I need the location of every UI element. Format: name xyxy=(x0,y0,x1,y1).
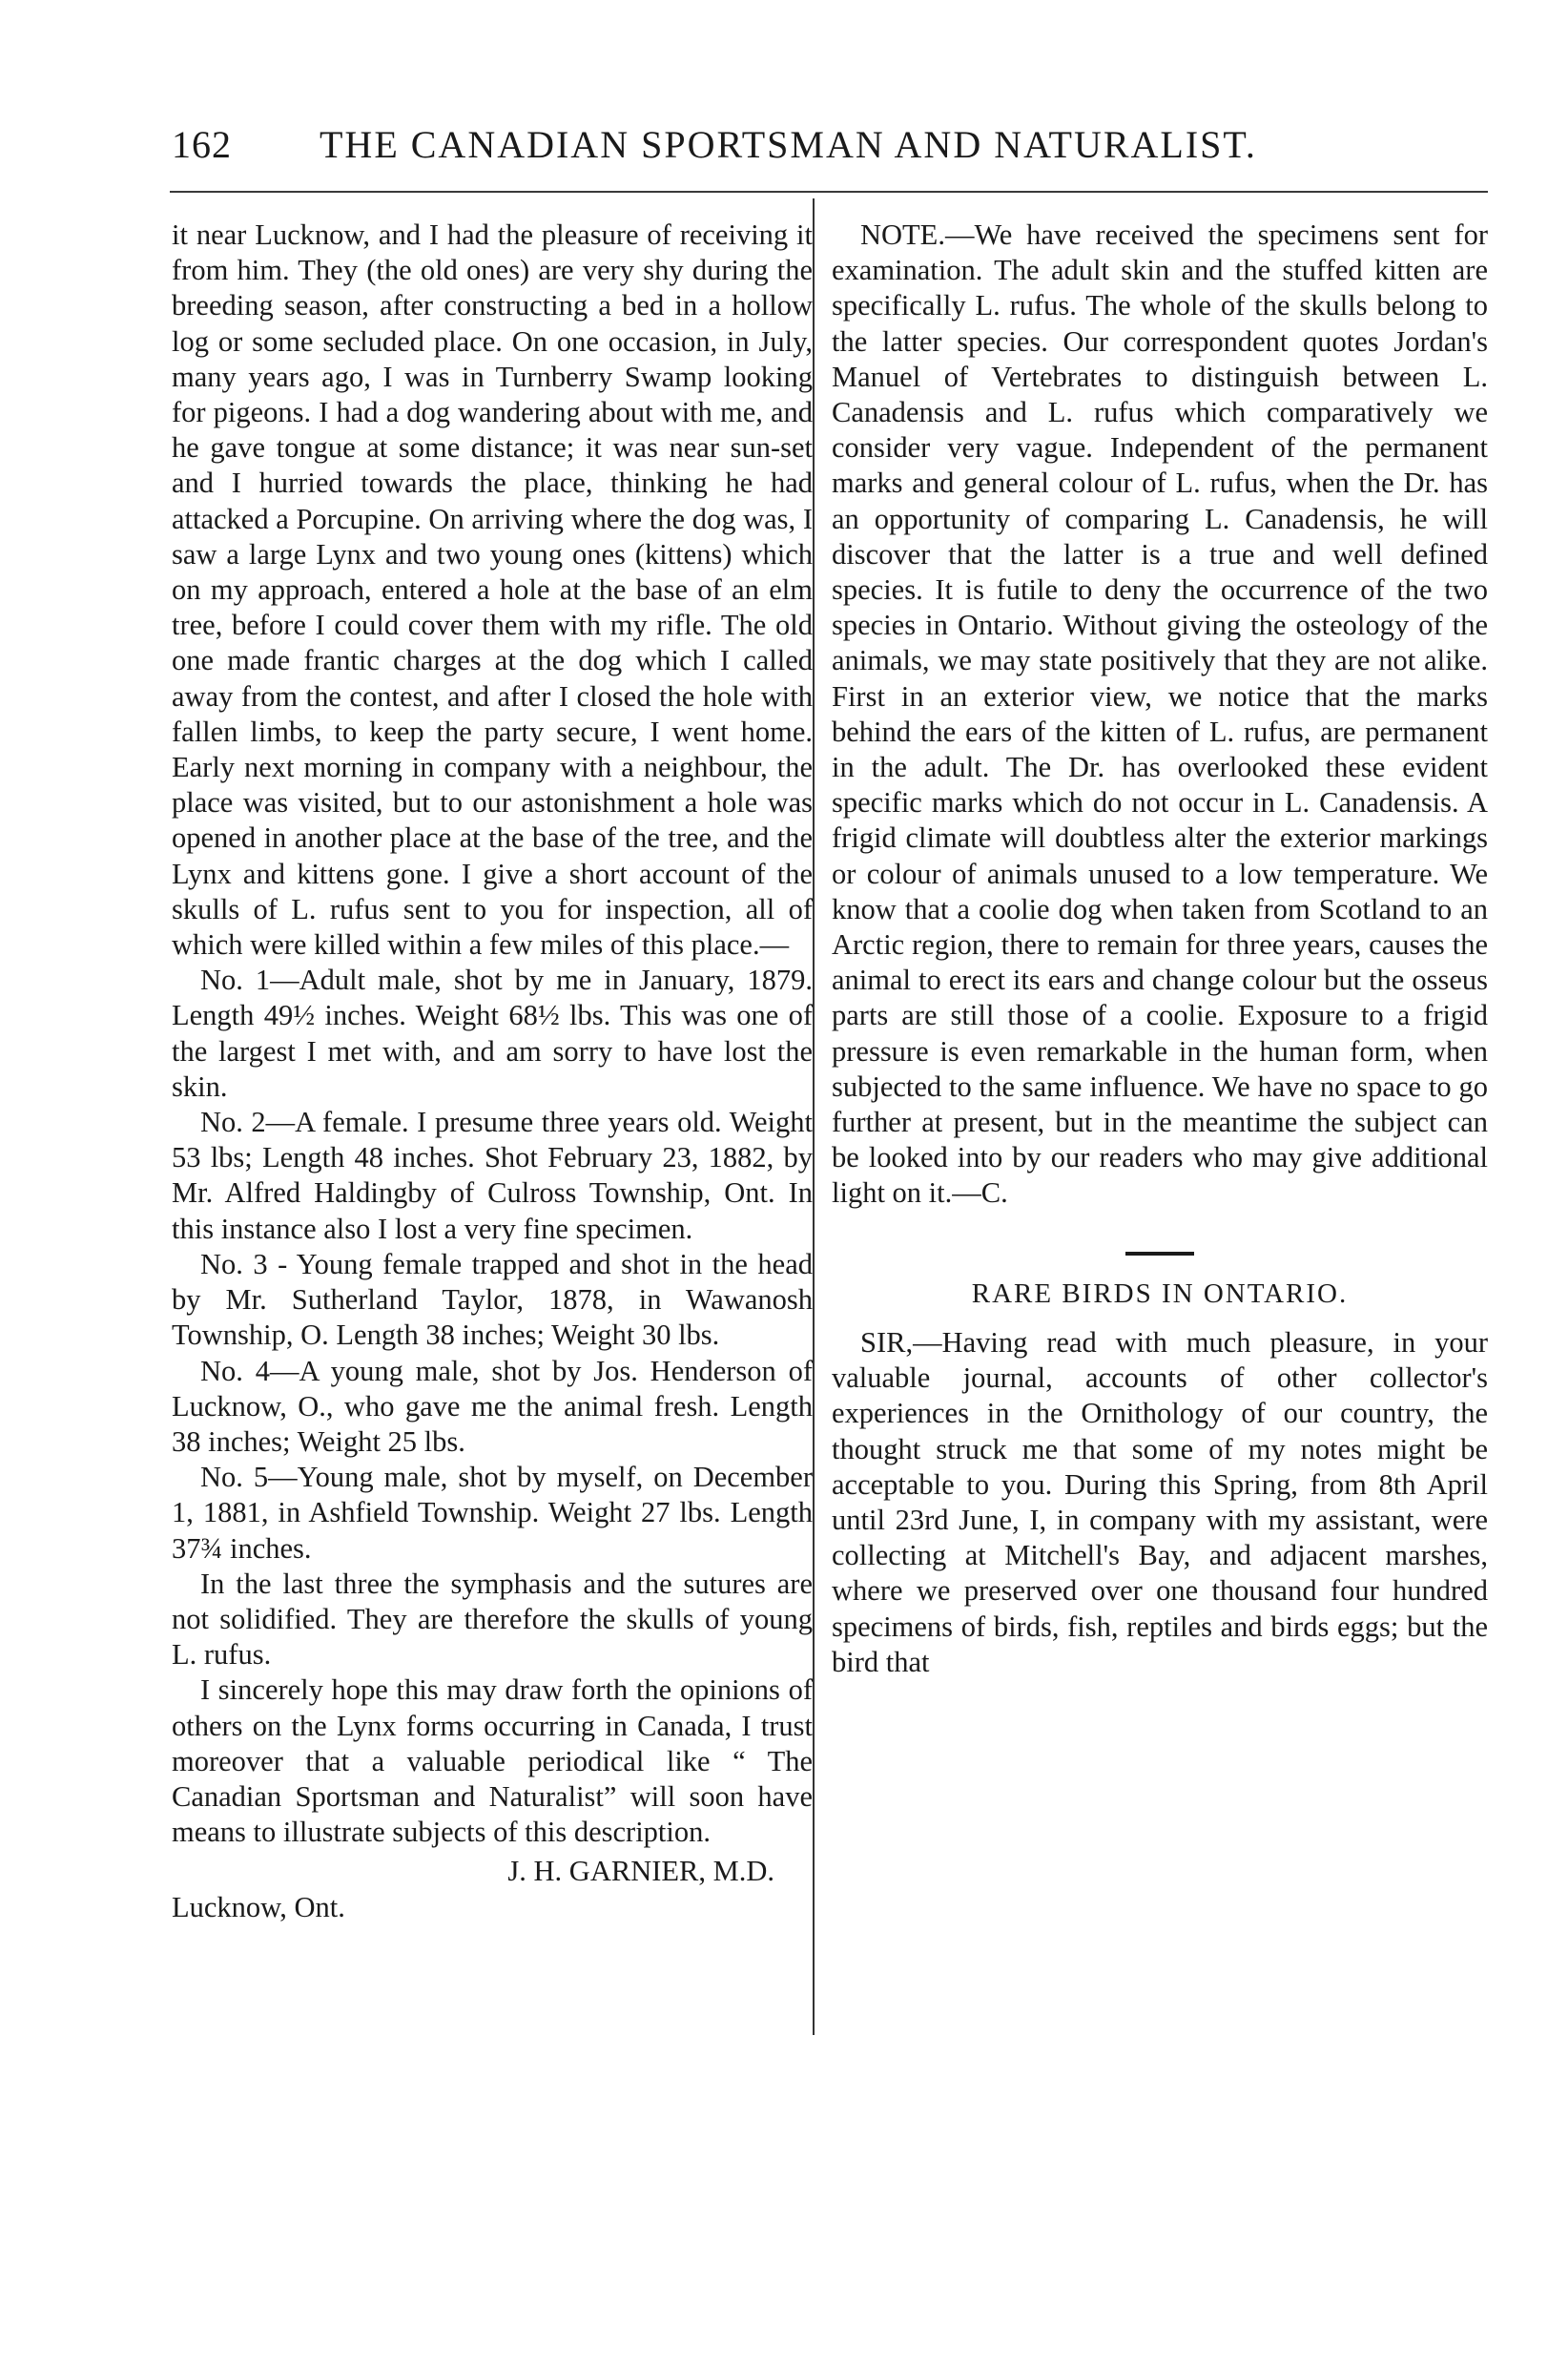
page-header xyxy=(153,122,1488,179)
letter-paragraph: SIR,—Having read with much pleasure, in your valuable journal, accounts of other collector's experiences in the Ornithology of our country, the thought struck me that some of my notes might be acceptable to you. During this Spring, from 8th April until 23rd June, I, in company with my assistant, were collecting at Mitchell's Bay, and adjacent marshes, where we preserved over one thousand four hundred specimens of birds, fish, reptiles and birds eggs; but the bird that xyxy=(832,1325,1488,1678)
sutures-paragraph: In the last three the symphasis and the sutures are not solidified. They are therefore the skulls of young L. rufus. xyxy=(172,1567,813,1672)
specimen-no-5: No. 5—Young male, shot by myself, on December 1, 1881, in Ashfield Township. Weight 27 lbs. Length 37¾ inches. xyxy=(172,1461,813,1565)
column-divider xyxy=(813,198,815,2035)
author-place: Lucknow, Ont. xyxy=(172,1890,345,1923)
specimen-no-1: No. 1—Adult male, shot by me in January, 1879. Length 49½ inches. Weight 68½ lbs. This was one of the largest I met with, and am sorry to have lost the skin. xyxy=(172,964,813,1103)
section-title: RARE BIRDS IN ONTARIO. xyxy=(971,1277,1349,1309)
left-column xyxy=(172,218,813,1925)
section-rule xyxy=(1125,1252,1194,1256)
specimen-no-3: No. 3 - Young female trapped and shot in the head by Mr. Sutherland Taylor, 1878, in Wawanosh Township, O. Length 38 inches; Weight 30 lbs. xyxy=(172,1247,813,1352)
lynx-account-paragraph: it near Lucknow, and I had the pleasure of receiving it from him. They (the old ones) are very shy during the breeding season, after constructing a bed in a hollow log or some secluded place. On one occasion, in July, many years ago, I was in Turnberry Swamp looking for pigeons. I had a dog wandering about with me, and he gave tongue at some distance; it was near sun-set and I hurried towards the place, thinking he had attacked a Porcupine. On arriving where the dog was, I saw a large Lynx and two young ones (kittens) which on my approach, entered a hole at the base of an elm tree, before I could cover them with my rifle. The old one made frantic charges at the dog which I called away from the contest, and after I closed the hole with fallen limbs, to keep the party secure, I went home. Early next morning in company with a neighbour, the place was visited, but to our astonishment a hole was opened in another place at the base of the tree, and the Lynx and kittens gone. I give a short account of the skulls of L. rufus sent to you for inspection, all of which were killed within a few miles of this place.— xyxy=(172,218,813,962)
editor-note: NOTE.—We have received the specimens sent for examination. The adult skin and the stuffed kitten are specifically L. rufus. The whole of the skulls belong to the latter species. Our correspondent quotes Jordan's Manuel of Vertebrates to distinguish between L. Canadensis and L. rufus which comparatively we consider very vague. Independent of the permanent marks and general colour of L. rufus, when the Dr. has an opportunity of comparing L. Canadensis, he will discover that the latter is a true and well defined species. It is futile to deny the occurrence of the two species in Ontario. Without giving the osteology of the animals, we may state positively that they are not alike. First in an exterior view, we notice that the marks behind the ears of the kitten of L. rufus, are permanent in the adult. The Dr. has overlooked these evident specific marks which do not occur in L. Canadensis. A frigid climate will doubtless alter the exterior markings or colour of animals unused to a low temperature. We know that a coolie dog when taken from Scotland to an Arctic region, there to remain for three years, causes the animal to erect its ears and change colour but the osseus parts are still those of a coolie. Exposure to a frigid pressure is even remarkable in the human form, when subjected to the same influence. We have no space to go further at present, but in the meantime the subject can be looked into by our readers who may give additional light on it.—C. xyxy=(832,218,1488,1210)
specimen-no-4: No. 4—A young male, shot by Jos. Henderson of Lucknow, O., who gave me the animal fresh. Length 38 inches; Weight 25 lbs. xyxy=(172,1354,813,1458)
closing-paragraph: I sincerely hope this may draw forth the opinions of others on the Lynx forms occurring in Canada, I trust moreover that a valuable periodical like “ The Canadian Sportsman and Naturalist” will soon have means to illustrate subjects of this description. xyxy=(172,1673,813,1849)
header-rule xyxy=(170,191,1488,193)
running-title: THE CANADIAN SPORTSMAN AND NATURALIST. xyxy=(320,123,1257,166)
right-column xyxy=(832,218,1488,1680)
page-number: 162 xyxy=(172,123,232,166)
specimen-no-2: No. 2—A female. I presume three years old. Weight 53 lbs; Length 48 inches. Shot February 23, 1882, by Mr. Alfred Haldingby of Culross Township, Ont. In this instance also I lost a very fine specimen. xyxy=(172,1106,813,1245)
author-signature: J. H. GARNIER, M.D. xyxy=(507,1855,774,1888)
